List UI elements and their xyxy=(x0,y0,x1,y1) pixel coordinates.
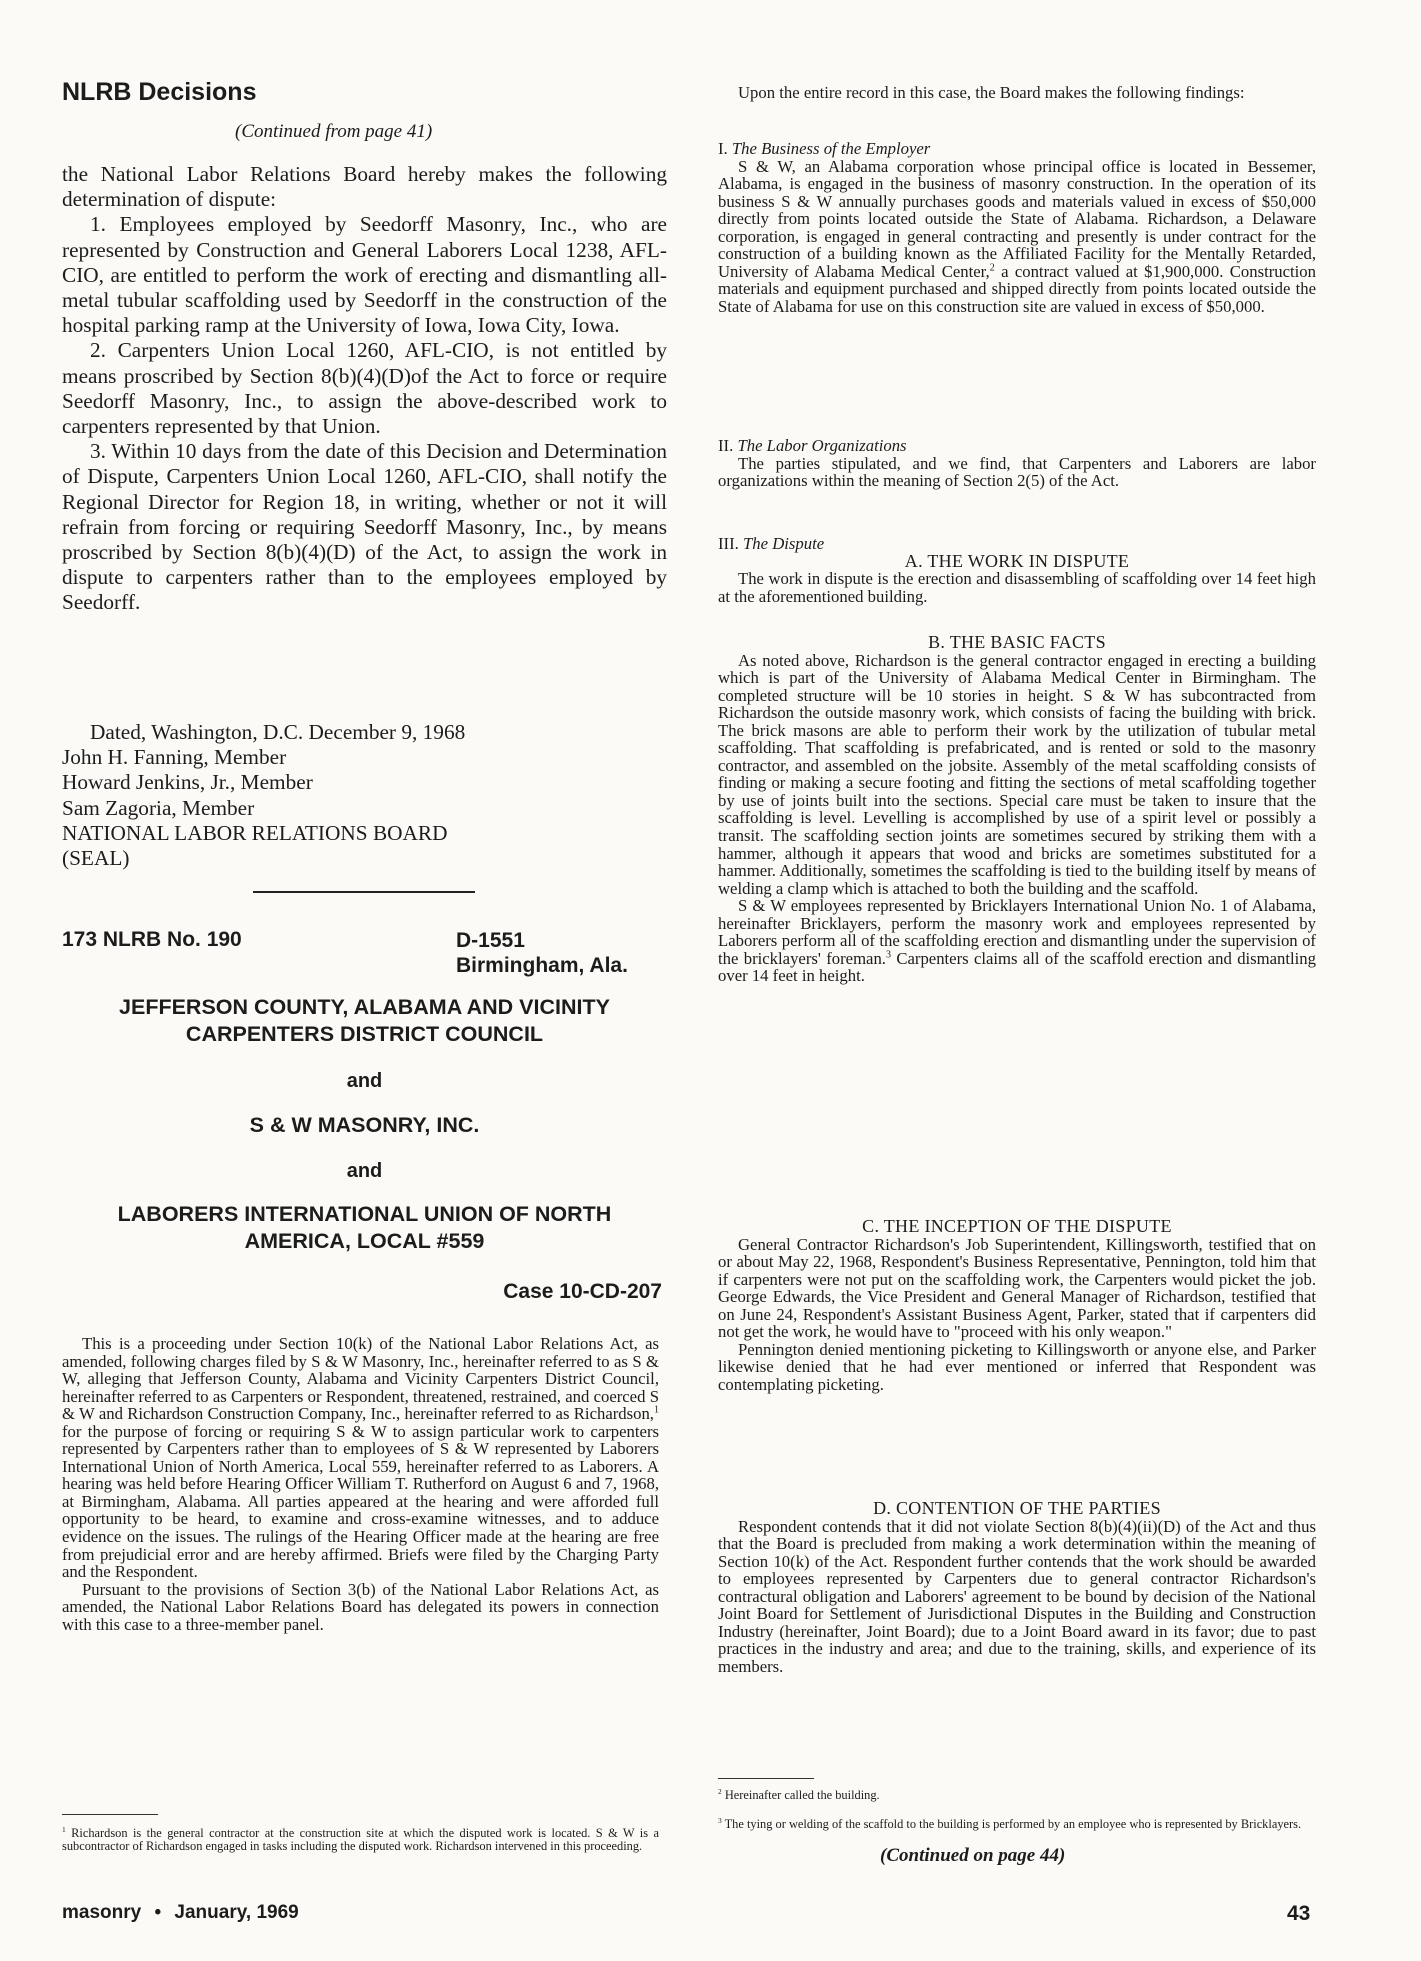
party-3-line-1: LABORERS INTERNATIONAL UNION OF NORTH xyxy=(117,1202,612,1226)
section-contentions xyxy=(718,1500,1316,1675)
party-1-line-1: JEFFERSON COUNTY, ALABAMA AND VICINITY xyxy=(119,995,610,1019)
section-employer-heading: I. The Business of the Employer xyxy=(718,139,931,158)
party-1 xyxy=(62,994,667,1048)
continued-from: (Continued from page 41) xyxy=(235,121,433,142)
subhead-basic-facts: B. THE BASIC FACTS xyxy=(928,632,1106,652)
findings-intro: Upon the entire record in this case, the Board makes the following findings: xyxy=(738,83,1245,102)
case-number: Case 10-CD-207 xyxy=(503,1280,662,1303)
footnote-ref-3: 3 xyxy=(885,949,891,961)
signatory-3: Sam Zagoria, Member xyxy=(62,795,255,820)
seal-label: (SEAL) xyxy=(62,846,130,871)
determination-intro: the National Labor Relations Board hereby makes the following determination of dispute: xyxy=(62,162,667,212)
proceeding-paragraph-1: This is a proceeding under Section 10(k) of the National Labor Relations Act, as amended, following charges filed by S & W Masonry, Inc., hereinafter referred to as S & W, alleging that Jefferson County, Alabama and Vicinity Carpenters District Council, hereinafter referred to as Carpenters or Respondent, threatened, restrained, and coerced S & W and Richardson Construction Company, Inc., hereinafter referred to as Richardson,$^1$ for the purpose of forcing or requiring S & W to assign particular work to carpenters represented by Carpenters rather than to employees of S & W represented by Laborers International Union of North America, Local 559, hereinafter referred to as Laborers. A hearing was held before Hearing Officer William T. Rutherford on August 6 and 7, 1968, at Birmingham, Alabama. All parties appeared at the hearing and were afforded full opportunity to be heard, to examine and cross-examine witnesses, and to adduce evidence on the issues. The rulings of the Hearing Officer made at the hearing are free from prejudicial error and are hereby affirmed. Briefs were filed by the Charging Party and the Respondent. xyxy=(62,1334,659,1582)
footnote-1: $^1$ Richardson is the general contractor at the construction site at which the disputed work is located. S & W is a subcontractor of Richardson engaged in tasks including the disputed work. Richardson intervened in this proceeding. xyxy=(62,1824,659,1854)
footnote-2: $^2$ Hereinafter called the building. xyxy=(718,1786,880,1802)
section-basic-facts xyxy=(718,634,1316,985)
continued-on: (Continued on page 44) xyxy=(880,1845,1066,1866)
party-3 xyxy=(62,1201,667,1255)
footnote-ref-2: 2 xyxy=(989,262,995,274)
contentions-text: Respondent contends that it did not violate Section 8(b)(4)(ii)(D) of the Act and thus that the Board is precluded from making a work determination within the meaning of Section 10(k) of the Act. Respondent further contends that the work should be awarded to employees represented by Carpenters due to general contractor Richardson's contractural obligation and Laborers' agreement to be bound by decision of the National Joint Board for Settlement of Jurisdictional Disputes in the Building and Construction Industry (hereinafter, Joint Board); due to a Joint Board award in its favor; due to past practices in the industry and area; and due to the training, skills, and experience of its members. xyxy=(718,1516,1316,1676)
determination-item-3: 3. Within 10 days from the date of this Decision and Determination of Dispute, Carpenters Union Local 1260, AFL-CIO, shall notify the Regional Director for Region 18, in writing, whether or not it will refrain from forcing or requiring Seedorff Masonry, Inc., by means proscribed by Section 8(b)(4)(D) of the Act, to assign the work in dispute to carpenters rather than to the employees employed by Seedorff. xyxy=(62,439,667,615)
work-in-dispute-text: The work in dispute is the erection and disassembling of scaffolding over 14 feet high at the aforementioned building. xyxy=(718,569,1316,606)
section-labor-orgs-text: The parties stipulated, and we find, that Carpenters and Laborers are labor organizations within the meaning of Section 2(5) of the Act. xyxy=(718,453,1316,491)
proceeding-paragraph-2: Pursuant to the provisions of Section 3(b) of the National Labor Relations Act, as amended, the National Labor Relations Board has delegated its powers in connection with this case to a three-member panel. xyxy=(62,1579,659,1634)
board-name: NATIONAL LABOR RELATIONS BOARD xyxy=(62,820,448,845)
and-separator-1: and xyxy=(346,1070,383,1092)
footnote-3: $^3$ The tying or welding of the scaffold to the building is performed by an employee who is represented by Bricklayers. xyxy=(718,1815,1302,1831)
determination-item-2: 2. Carpenters Union Local 1260, AFL-CIO, is not entitled by means proscribed by Section 8(b)(4)(D)of the Act to force or require Seedorff Masonry, Inc., to assign the above-described work to carpenters represented by that Union. xyxy=(62,338,667,439)
party-1-line-2: CARPENTERS DISTRICT COUNCIL xyxy=(185,1022,544,1046)
proceeding-text xyxy=(62,1335,659,1633)
footnote-rule-left xyxy=(62,1814,158,1815)
case-location: Birmingham, Ala. xyxy=(456,954,628,977)
footnote-ref-1: 1 xyxy=(653,1404,659,1416)
inception-paragraph-2: Pennington denied mentioning picketing to Killingsworth or anyone else, and Parker likewise denied that he had ever mentioned or inferred that Respondent was contemplating picketing. xyxy=(718,1339,1316,1394)
magazine-name: masonry xyxy=(62,1902,142,1923)
subhead-contentions: D. CONTENTION OF THE PARTIES xyxy=(873,1498,1161,1518)
page-footer-left xyxy=(62,1902,299,1924)
section-employer xyxy=(718,140,1316,315)
nlrb-number: 173 NLRB No. 190 xyxy=(62,928,242,951)
bullet-icon: • xyxy=(154,1902,162,1923)
party-3-line-2: AMERICA, LOCAL #559 xyxy=(244,1229,485,1253)
section-employer-text: S & W, an Alabama corporation whose principal office is located in Bessemer, Alabama, is engaged in the business of masonry construction. In the operation of its business S & W annually purchases goods and materials valued in excess of $50,000 directly from points located outside the State of Alabama. Richardson, a Delaware corporation, is engaged in general contracting and presently is under contract for the construction of a building known as the Affiliated Facility for the Mentally Retarded, University of Alabama Medical Center,$^2$ a contract valued at $1,900,000. Construction materials and equipment purchased and shipped directly from points located outside the State of Alabama for use on this construction site are valued in excess of $50,000. xyxy=(718,156,1316,316)
determination-item-1: 1. Employees employed by Seedorff Masonry, Inc., who are represented by Construction and General Laborers Local 1238, AFL-CIO, are entitled to perform the work of erecting and dismantling all-metal tubular scaffolding used by Seedorff in the construction of the hospital parking ramp at the University of Iowa, Iowa City, Iowa. xyxy=(62,212,667,338)
section-dispute-heading: III. The Dispute xyxy=(718,534,825,553)
section-divider xyxy=(253,891,475,893)
docket-number: D-1551 xyxy=(456,929,525,952)
issue-date: January, 1969 xyxy=(174,1902,299,1923)
subhead-inception: C. THE INCEPTION OF THE DISPUTE xyxy=(862,1216,1172,1236)
signatory-1: John H. Fanning, Member xyxy=(62,745,287,770)
section-dispute xyxy=(718,535,1316,605)
dated-line: Dated, Washington, D.C. December 9, 1968 xyxy=(90,720,466,744)
signatory-2: Howard Jenkins, Jr., Member xyxy=(62,770,313,795)
subhead-work-in-dispute: A. THE WORK IN DISPUTE xyxy=(904,550,1130,571)
determination-text xyxy=(62,162,667,616)
page-number: 43 xyxy=(1287,1902,1311,1925)
section-inception xyxy=(718,1218,1316,1393)
basic-facts-paragraph-1: As noted above, Richardson is the general contractor engaged in erecting a building which is part of the University of Alabama Medical Center in Birmingham. The completed structure will be 10 stories in height. S & W has subcontracted from Richardson the outside masonry work, which consists of facing the building with brick. The brick masons are able to perform their work by the utilization of tubular metal scaffolding. That scaffolding is prefabricated, and is rented or sold to the masonry contractor, and assembled on the jobsite. Assembly of the metal scaffolding consists of finding or making a secure footing and fitting the sections of metal scaffolding together by use of joints built into the sections. Special care must be taken to insure that the scaffolding is level. Levelling is accomplished by use of a spirit level or possibly a transit. The scaffolding section joints are sometimes secured by striking them with a hammer, although it appears that wood and bricks are sometimes substituted for a hammer. Additionally, sometimes the scaffolding is tied to the building itself by means of welding a clamp which is attached to both the building and the scaffold. xyxy=(718,650,1316,898)
section-labor-orgs-heading: II. The Labor Organizations xyxy=(718,436,907,455)
basic-facts-paragraph-2: S & W employees represented by Bricklayers International Union No. 1 of Alabama, hereinafter Bricklayers, perform the masonry work and employees represented by Laborers perform all of the scaffolding erection and dismantling under the supervision of the bricklayers' foreman.$^3$ Carpenters claims all of the scaffold erection and dismantling over 14 feet in height. xyxy=(718,896,1316,986)
and-separator-2: and xyxy=(346,1160,383,1182)
section-labor-orgs xyxy=(718,437,1316,490)
docket-block xyxy=(456,928,628,978)
inception-paragraph-1: General Contractor Richardson's Job Superintendent, Killingsworth, testified that on or about May 22, 1968, Respondent's Business Representative, Pennington, told him that if carpenters were not put on the scaffolding work, the Carpenters would picket the job. George Edwards, the Vice President and General Manager of Richardson, testified that on June 24, Respondent's Assistant Business Agent, Parker, stated that if carpenters did not get the work, he would have to "proceed with his only weapon." xyxy=(718,1234,1316,1342)
footnote-rule-right xyxy=(718,1778,814,1779)
section-title: NLRB Decisions xyxy=(62,78,257,106)
party-2: S & W MASONRY, INC. xyxy=(249,1113,480,1137)
signature-block xyxy=(62,720,667,871)
